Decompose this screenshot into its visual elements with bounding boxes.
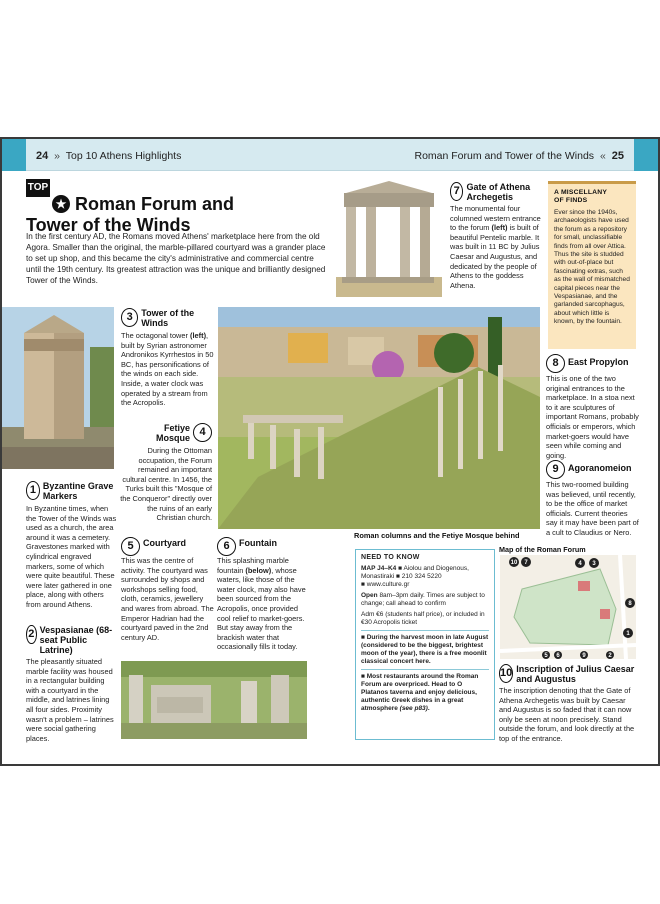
page-title-text: Roman Forum and Tower of the Winds <box>26 194 235 235</box>
item-courtyard <box>121 537 215 642</box>
item-fountain <box>217 537 309 652</box>
svg-text:5: 5 <box>544 653 548 659</box>
item-agoranomeion <box>546 460 640 538</box>
opening-hours: Open 8am–3pm daily. Times are subject to change; call ahead to confirm <box>361 592 485 607</box>
item-text: This splashing marble fountain (below), whose waters, like those of the water clock, may also have been sourced from the Acropolis, once provided cool relief to market-goers. But stay away from the brackish water that occasionally fills it today. <box>217 556 306 652</box>
number-badge: 10 <box>499 664 513 683</box>
map-title: Map of the Roman Forum <box>499 545 586 554</box>
svg-text:9: 9 <box>582 653 586 659</box>
page-number-right: 25 <box>611 150 624 162</box>
phone-icon: ■ <box>396 573 400 580</box>
page-title <box>26 179 276 236</box>
web-icon: ■ <box>361 581 365 588</box>
header-tab-left <box>2 139 26 171</box>
gate-of-athena-photo <box>336 177 442 297</box>
tower-of-the-winds-photo <box>2 307 114 469</box>
roman-forum-photo <box>218 307 540 529</box>
item-title: Fountain <box>239 538 277 548</box>
miscellany-heading: A MISCELLANY OF FINDS <box>554 189 608 204</box>
top10-badge-icon: TOP 10 <box>26 179 50 197</box>
fountain-photo <box>121 661 307 739</box>
address: MAP J4–K4 ■ Aiolou and Diogenous, Monastiraki ■ 210 324 5220 ■ www.culture.gr <box>361 565 469 588</box>
number-badge: 8 <box>546 354 565 373</box>
tip-moonlit-concert: ■ During the harvest moon in late August (considered to be the biggest, brightest moon of the year), there is a free moonlit classical concert here. <box>361 634 489 665</box>
item-gate-of-athena <box>450 182 542 290</box>
location-icon: ■ <box>398 565 403 572</box>
item-text: The inscription denoting that the Gate of Athena Archegetis was built by Caesar and Augustus is so faded that it can now only be seen at noon precisely. Stand outside the forum, and look directly at the top of the entrance. <box>499 686 635 743</box>
item-text: This is one of the two original entrances to the marketplace. In a stoa next to it are sculptures of important Romans, probably officials or emperors, which market-goers would have seen while coming and going. <box>546 374 639 460</box>
item-text: In Byzantine times, when the Tower of the Winds was used as a church, the area around it was a cemetery. Gravestones marked with cylindrical engraved markers, some of which were quite beautiful. These were later gathered in one place, along with others from around Athens. <box>26 504 117 609</box>
item-title: Courtyard <box>143 538 187 548</box>
item-text: This two-roomed building was believed, until recently, to be the office of market officials. Current theories say it may have been part of a cult to Claudius or Nero. <box>546 480 639 537</box>
item-title: Inscription of Julius Caesar and Augustus <box>516 664 635 684</box>
number-badge: 6 <box>217 537 236 556</box>
header-tab-right <box>634 139 658 171</box>
tip-restaurants: ■ Most restaurants around the Roman Forum are overpriced. Head to O Platanos taverna and enjoy delicious, authentic Greek dishes in a great atmosphere (see p83). <box>361 673 479 712</box>
divider <box>361 630 489 631</box>
svg-text:3: 3 <box>592 561 596 567</box>
svg-text:7: 7 <box>524 560 528 566</box>
item-vespasianae <box>26 625 118 743</box>
item-fetiye-mosque <box>120 423 212 523</box>
item-title: Byzantine Grave Markers <box>42 481 114 501</box>
item-title: Vespasianae (68-seat Public Latrine) <box>39 625 113 655</box>
item-east-propylon <box>546 354 640 460</box>
intro-paragraph: In the first century AD, the Romans moved Athens' marketplace here from the old Agora. Smaller than the original, the marble-pillared courtyard was a grander place to set up shop, and this became the city's administrative and commercial centre until the 19th century. Its greatest attraction was the unique and brilliantly designed Tower of the Winds. <box>26 232 326 285</box>
divider <box>361 669 489 670</box>
miscellany-sidebar <box>548 181 636 349</box>
item-inscription <box>499 664 639 744</box>
svg-text:6: 6 <box>556 653 560 659</box>
item-text: The pleasantly situated marble facility was housed in a rectangular building with a courtyard in the middle, and latrines lining all four sides. Proximity wasn't a problem – latrines were social gathering places. <box>26 657 114 743</box>
need-to-know-heading: NEED TO KNOW <box>361 554 420 561</box>
item-title: East Propylon <box>568 357 629 367</box>
item-title: Agoranomeion <box>568 463 632 473</box>
item-tower-of-the-winds <box>121 308 215 408</box>
svg-text:2: 2 <box>608 653 612 659</box>
item-title: Tower of the Winds <box>141 308 195 328</box>
item-text: During the Ottoman occupation, the Forum remained an important cultural centre. In 1456, the Turks built this "Mosque of the Conqueror" directly over the ruins of an early Christian church. <box>120 446 212 523</box>
number-badge: 7 <box>450 182 463 201</box>
header-right-title: Roman Forum and Tower of the Winds <box>414 150 595 162</box>
running-header <box>2 139 658 171</box>
number-badge: 2 <box>26 625 37 644</box>
svg-text:8: 8 <box>628 601 632 607</box>
item-text: The octagonal tower (left), built by Syrian astronomer Andronikos Kyrrhestos in 50 BC, has personifications of the winds on each side. Inside, a water clock was operated by a stream from the Acropolis. <box>121 331 214 408</box>
photo-caption: Roman columns and the Fetiye Mosque behind <box>354 531 520 540</box>
svg-text:4: 4 <box>578 561 582 567</box>
number-badge: 5 <box>121 537 140 556</box>
header-left-title: Top 10 Athens Highlights <box>65 150 182 162</box>
number-badge: 9 <box>546 460 565 479</box>
header-right <box>415 150 625 162</box>
item-title: Fetiye Mosque <box>155 423 190 443</box>
miscellany-text: Ever since the 1940s, archaeologists have used the forum as a repository for small, unclassifiable finds from all over Attica. Thus the site is studded with out-of-place but fascinating extras, such as the wall of mismatched capital pieces near the Vespasianae, and the garlanded sarcophagus, about which little is known, by the fountain. <box>554 209 630 326</box>
item-byzantine-grave-markers <box>26 481 118 610</box>
need-to-know-box <box>355 549 495 740</box>
page-number-left: 24 <box>36 150 49 162</box>
svg-text:10: 10 <box>510 560 518 566</box>
item-text: The monumental four columned western entrance to the forum (left) is built of beautiful Pentelic marble. It was built in 11 BC by Julius Caesar and Augustus, and dedicated by the people of Athens to the goddess Athena. <box>450 204 541 290</box>
chevron-left-icon: « <box>599 150 606 162</box>
roman-forum-map <box>500 555 636 659</box>
website-link[interactable]: www.culture.gr <box>366 581 410 588</box>
chevron-right-icon: » <box>54 150 61 162</box>
number-badge: 3 <box>121 308 138 327</box>
admission: Adm €6 (students half price), or included in €30 Acropolis ticket <box>361 611 485 626</box>
header-left <box>36 150 181 162</box>
number-badge: 1 <box>26 481 40 500</box>
svg-text:1: 1 <box>626 631 630 637</box>
star-icon: ★ <box>52 195 70 213</box>
item-title: Gate of Athena Archegetis <box>466 182 531 202</box>
item-text: This was the centre of activity. The courtyard was surrounded by shops and workshops selling food, cloth, ceramics, jewellery and wares from abroad. The Emperor Hadrian had the courtyard paved in the 2nd century AD. <box>121 556 214 642</box>
book-spread <box>0 137 660 766</box>
number-badge: 4 <box>193 423 212 442</box>
